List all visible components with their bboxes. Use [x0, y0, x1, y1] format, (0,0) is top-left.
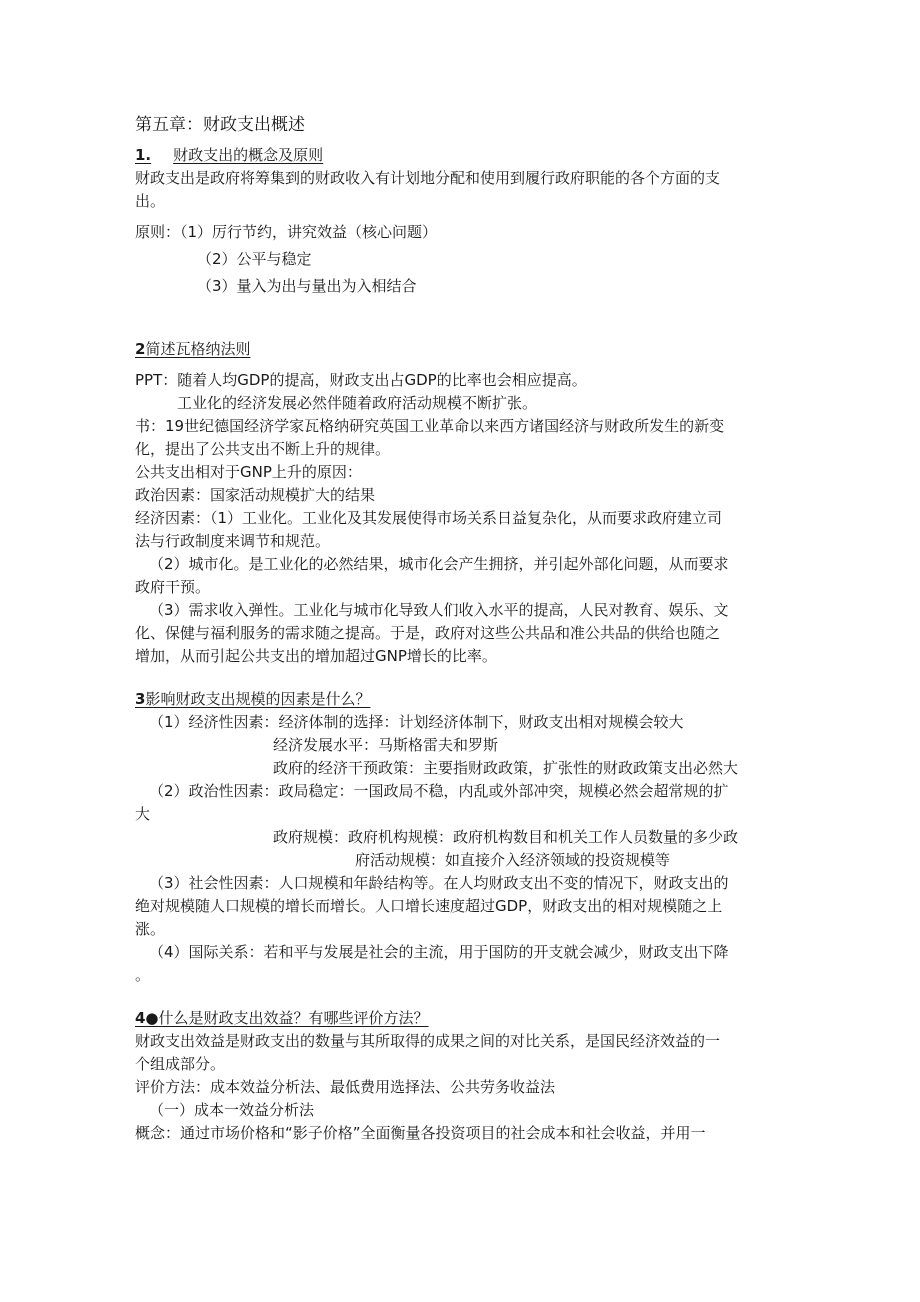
- paragraph-line: 涨。: [135, 920, 166, 938]
- principle-item: 原则：（1）厉行节约，讲究效益（核心问题）: [135, 223, 438, 241]
- paragraph-line: 政府干预。: [135, 578, 211, 596]
- paragraph-line: （一）成本一效益分析法: [149, 1101, 315, 1119]
- section-2-heading: [135, 338, 795, 361]
- section-2-title: 简述瓦格纳法则: [145, 340, 251, 358]
- paragraph-line: 政治因素：国家活动规模扩大的结果: [135, 486, 376, 504]
- paragraph-line: 工业化的经济发展必然伴随着政府活动规模不断扩张。: [177, 394, 538, 412]
- section-4-title: 什么是财政支出效益？有哪些评价方法？: [158, 1009, 429, 1027]
- paragraph-line: 大: [135, 805, 151, 823]
- paragraph-line: 经济发展水平：马斯格雷夫和罗斯: [273, 736, 499, 754]
- section-1-heading: [135, 144, 795, 167]
- paragraph-line: （3）社会性因素：人口规模和年龄结构等。在人均财政支出不变的情况下，财政支出的: [149, 874, 729, 892]
- paragraph-line: 化，提出了公共支出不断上升的规律。: [135, 440, 391, 458]
- paragraph-line: 评价方法：成本效益分析法、最低费用选择法、公共劳务收益法: [135, 1078, 556, 1096]
- paragraph-line: 府活动规模：如直接介入经济领域的投资规模等: [355, 851, 671, 869]
- paragraph-line: 化、保健与福利服务的需求随之提高。于是，政府对这些公共品和准公共品的供给也随之: [135, 624, 721, 642]
- paragraph-line: （2）政治性因素：政局稳定：一国政局不稳，内乱或外部冲突，规模必然会超常规的扩: [149, 782, 729, 800]
- paragraph-line: 个组成部分。: [135, 1055, 226, 1073]
- paragraph-line: 。: [135, 966, 151, 984]
- paragraph-line: 书：19世纪德国经济学家瓦格纳研究英国工业革命以来西方诸国经济与财政所发生的新变: [135, 417, 725, 435]
- paragraph-line: 财政支出是政府将筹集到的财政收入有计划地分配和使用到履行政府职能的各个方面的支: [135, 169, 721, 187]
- paragraph-line: （3）需求收入弹性。工业化与城市化导致人们收入水平的提高，人民对教育、娱乐、文: [149, 601, 729, 619]
- paragraph-line: 出。: [135, 192, 166, 210]
- paragraph-line: 绝对规模随人口规模的增长而增长。人口增长速度超过GDP，财政支出的相对规模随之上: [135, 897, 723, 915]
- section-3-title: 影响财政支出规模的因素是什么？: [145, 690, 371, 708]
- paragraph-line: 政府规模：政府机构规模：政府机构数目和机关工作人员数量的多少政: [273, 828, 739, 846]
- section-4-heading: [135, 1007, 795, 1030]
- paragraph-line: （2）城市化。是工业化的必然结果，城市化会产生拥挤，并引起外部化问题，从而要求: [149, 555, 729, 573]
- section-2-number: 2: [135, 340, 146, 358]
- paragraph-line: 公共支出相对于GNP上升的原因：: [135, 463, 362, 481]
- chapter-title: 第五章：财政支出概述: [135, 115, 305, 135]
- section-1-number: 1.: [135, 146, 152, 164]
- paragraph-line: 经济因素：（1）工业化。工业化及其发展使得市场关系日益复杂化，从而要求政府建立司: [135, 509, 723, 527]
- document-page: [135, 110, 795, 1145]
- paragraph-line: （4）国际关系：若和平与发展是社会的主流，用于国防的开支就会减少，财政支出下降: [149, 943, 729, 961]
- section-3-number: 3: [135, 690, 146, 708]
- paragraph-line: 概念：通过市场价格和“影子价格”全面衡量各投资项目的社会成本和社会收益，并用一: [135, 1124, 706, 1142]
- paragraph-line: 法与行政制度来调节和规范。: [135, 532, 331, 550]
- paragraph-line: 财政支出效益是财政支出的数量与其所取得的成果之间的对比关系，是国民经济效益的一: [135, 1032, 721, 1050]
- paragraph-line: 政府的经济干预政策：主要指财政政策，扩张性的财政政策支出必然大: [273, 759, 739, 777]
- paragraph-line: （1）经济性因素：经济体制的选择：计划经济体制下，财政支出相对规模会较大: [149, 713, 684, 731]
- paragraph-line: 增加，从而引起公共支出的增加超过GNP增长的比率。: [135, 647, 497, 665]
- section-3-heading: [135, 688, 795, 711]
- section-4-number: 4●: [135, 1009, 159, 1027]
- principle-item: （2）公平与稳定: [197, 250, 312, 268]
- section-1-title: 财政支出的概念及原则: [173, 146, 324, 164]
- principle-item: （3）量入为出与量出为入相结合: [197, 277, 417, 295]
- paragraph-line: PPT：随着人均GDP的提高，财政支出占GDP的比率也会相应提高。: [135, 371, 587, 389]
